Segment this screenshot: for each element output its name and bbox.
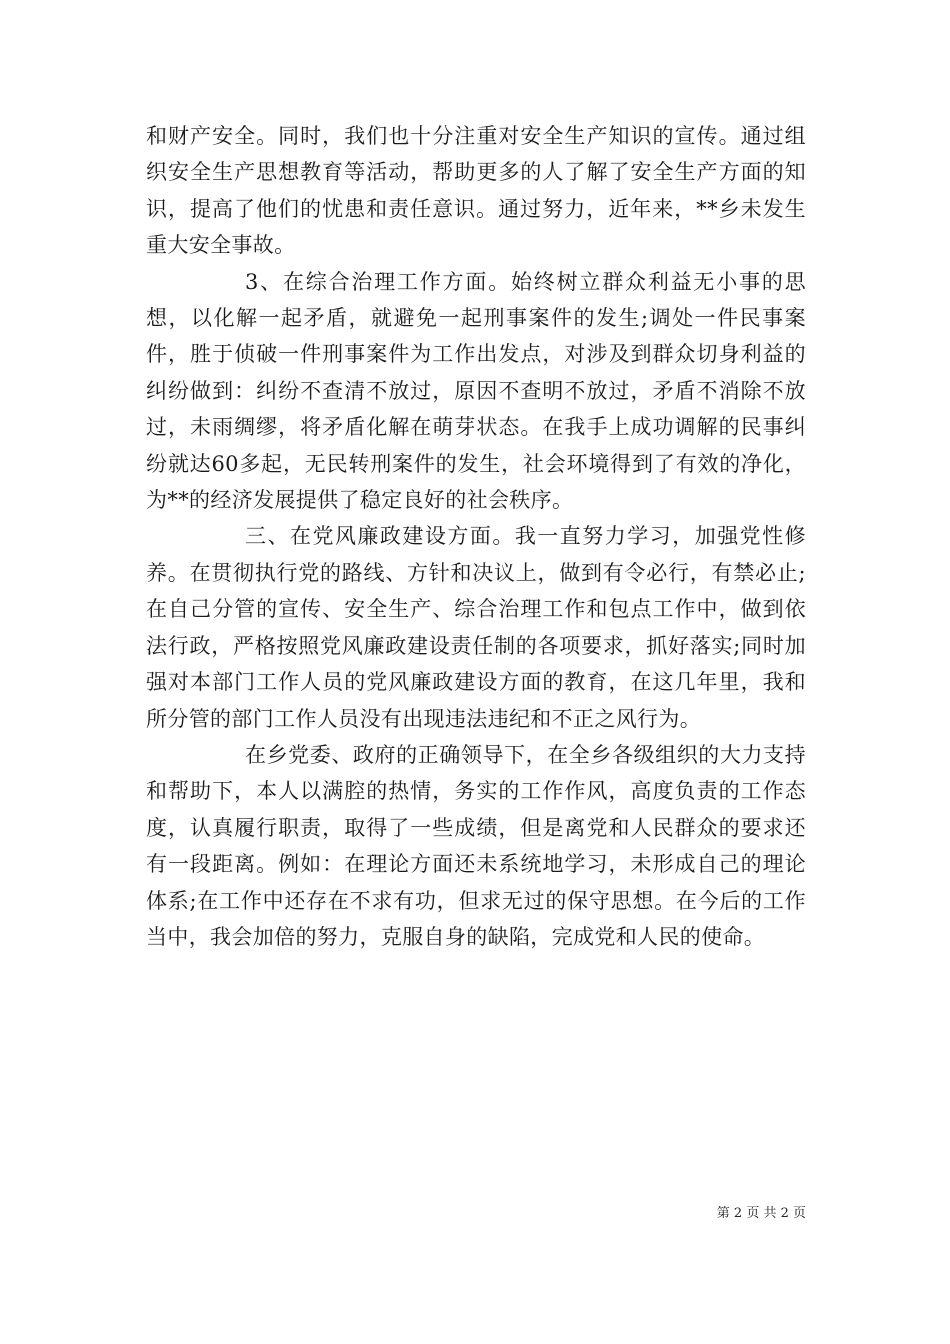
paragraph-comprehensive-governance: 3、在综合治理工作方面。始终树立群众利益无小事的思想，以化解一起矛盾，就避免一起刑事案件的发生;调处一件民事案件，胜于侦破一件刑事案件为工作出发点，对涉及到群众切身利益的纠纷做到：纠纷不查清不放过，原因不查明不放过，矛盾不消除不放过，未雨绸缪，将矛盾化解在萌芽状态。在我手上成功调解的民事纠纷就达60多起，无民转刑案件的发生，社会环境得到了有效的净化，为**的经济发展提供了稳定良好的社会秩序。	[146, 269, 806, 513]
paragraph-summary: 在乡党委、政府的正确领导下，在全乡各级组织的大力支持和帮助下，本人以满腔的热情，务实的工作作风，高度负责的工作态度，认真履行职责，取得了一些成绩，但是离党和人民群众的要求还有一段距离。例如：在理论方面还未系统地学习，未形成自己的理论体系;在工作中还存在不求有功，但求无过的保守思想。在今后的工作当中，我会加倍的努力，克服自身的缺陷，完成党和人民的使命。	[146, 742, 806, 949]
paragraph-safety-continuation: 和财产安全。同时，我们也十分注重对安全生产知识的宣传。通过组织安全生产思想教育等活动，帮助更多的人了解了安全生产方面的知识，提高了他们的忧患和责任意识。通过努力，近年来，**乡未发生重大安全事故。	[146, 124, 806, 258]
document-body	[146, 118, 806, 955]
page-number: 第 2 页 共 2 页	[716, 1206, 806, 1221]
paragraph-party-integrity: 三、在党风廉政建设方面。我一直努力学习，加强党性修养。在贯彻执行党的路线、方针和决议上，做到有令必行，有禁必止;在自己分管的宣传、安全生产、综合治理工作和包点工作中，做到依法行政，严格按照党风廉政建设责任制的各项要求，抓好落实;同时加强对本部门工作人员的党风廉政建设方面的教育，在这几年里，我和所分管的部门工作人员没有出现违法违纪和不正之风行为。	[146, 524, 806, 731]
